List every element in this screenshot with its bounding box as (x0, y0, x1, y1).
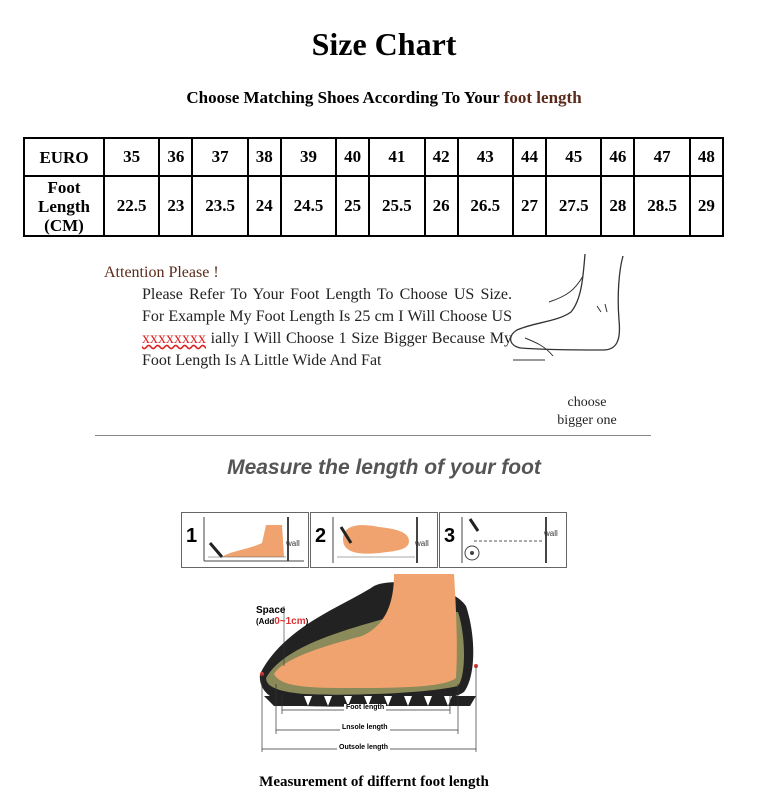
foot-length-row (24, 176, 723, 236)
foot-in-shoe-diagram (244, 566, 494, 766)
step-number: 3 (444, 525, 456, 547)
foot-length-cell: 23.5 (192, 176, 247, 236)
choose-bigger-line: choose (567, 395, 607, 410)
foot-length-label: Foot length (346, 704, 385, 711)
attention-text-1: Please Refer To Your Foot Length To Choose US Size. For Example My Foot Length Is 25 cm I Will Choose US (142, 286, 512, 325)
attention-title: Attention Please ! (104, 264, 219, 281)
size-table (23, 137, 724, 237)
foot-length-cell: 25 (336, 176, 369, 236)
euro-size-cell: 44 (513, 138, 546, 176)
space-sub-suffix: ) (305, 617, 309, 626)
attention-note (104, 262, 512, 372)
attention-body (104, 284, 512, 372)
redacted-text: xxxxxxxx (142, 330, 206, 347)
foot-length-cell: 27 (513, 176, 546, 236)
foot-length-header (24, 176, 104, 236)
foot-length-cell: 26.5 (458, 176, 513, 236)
euro-header: EURO (24, 138, 104, 176)
foot-label-line: Foot (47, 177, 81, 197)
space-sub-prefix: (Add (256, 617, 275, 626)
foot-length-cell: 25.5 (369, 176, 424, 236)
foot-length-cell: 28.5 (634, 176, 689, 236)
subtitle-highlight: foot length (503, 88, 582, 107)
foot-length-cell: 26 (425, 176, 458, 236)
space-sub-value: 0~1cm (274, 616, 306, 627)
attention-text-2: ially I Will Choose 1 Size Bigger Because My Foot Length Is A Little Wide And Fat (142, 330, 512, 369)
page-title: Size Chart (311, 26, 457, 62)
foot-length-cell: 23 (159, 176, 192, 236)
space-title: Space (256, 605, 286, 616)
space-label (256, 605, 308, 627)
subtitle-main: Choose Matching Shoes According To Your (186, 88, 504, 107)
foot-label-line: Length (38, 196, 90, 216)
euro-size-cell: 37 (192, 138, 247, 176)
foot-sketch-icon (505, 250, 635, 400)
outsole-length-label: Outsole length (339, 744, 388, 751)
wall-label: wall (544, 529, 558, 538)
insole-length-label: Lnsole length (342, 724, 388, 731)
wall-label: wall (415, 539, 429, 548)
step-number: 2 (315, 525, 327, 547)
subtitle (0, 88, 768, 108)
euro-size-cell: 40 (336, 138, 369, 176)
euro-size-cell: 39 (281, 138, 336, 176)
euro-size-cell: 41 (369, 138, 424, 176)
ruler-measure-icon (458, 513, 564, 567)
foot-length-cell: 24.5 (281, 176, 336, 236)
step-2-panel (310, 512, 438, 568)
step-3-panel (439, 512, 567, 568)
euro-size-cell: 38 (248, 138, 281, 176)
diagram-caption: Measurement of differnt foot length (259, 774, 489, 790)
choose-bigger-label (540, 394, 634, 430)
foot-label-line: (CM) (44, 215, 84, 235)
foot-length-cell: 28 (601, 176, 634, 236)
step-1-panel (181, 512, 309, 568)
wall-label: wall (286, 539, 300, 548)
foot-length-cell: 29 (690, 176, 723, 236)
euro-size-cell: 43 (458, 138, 513, 176)
foot-length-cell: 24 (248, 176, 281, 236)
euro-size-cell: 47 (634, 138, 689, 176)
euro-size-cell: 36 (159, 138, 192, 176)
euro-size-cell: 42 (425, 138, 458, 176)
foot-length-cell: 22.5 (104, 176, 159, 236)
euro-size-cell: 35 (104, 138, 159, 176)
foot-length-cell: 27.5 (546, 176, 601, 236)
step-number: 1 (186, 525, 198, 547)
euro-size-cell: 45 (546, 138, 601, 176)
euro-size-cell: 46 (601, 138, 634, 176)
choose-bigger-line: bigger one (557, 413, 617, 428)
measure-heading: Measure the length of your foot (227, 456, 541, 479)
euro-size-cell: 48 (690, 138, 723, 176)
divider (95, 435, 651, 436)
euro-row (24, 138, 723, 176)
